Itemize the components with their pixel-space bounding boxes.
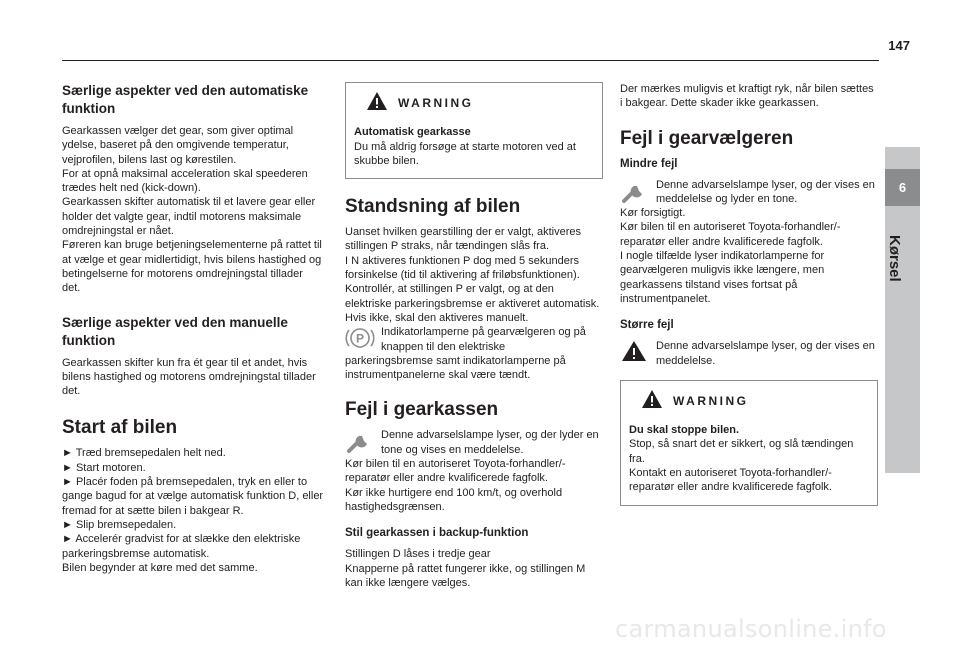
- paragraph: Kør forsigtigt. Kør bilen til en autoriseret Toyota-forhandler/-reparatør eller andre kvalificerede fagfolk. I nogle tilfælde lyser indikatorlamperne for gearvælgeren muligvis ikke længere, men gearkassens tilstand vises fortsat på instrumentpanelet.: [620, 207, 841, 305]
- warning-title: Automatisk gearkasse: [354, 126, 471, 139]
- parking-brake-icon: [345, 325, 377, 353]
- sub-heading: Større fejl: [620, 319, 674, 332]
- icon-text: Indikatorlamperne på gearvælgeren og på knappen til den elektriske: [381, 326, 586, 353]
- column-middle: [345, 82, 603, 590]
- chapter-label: Kørsel: [886, 235, 903, 282]
- warning-title: Du skal stoppe bilen.: [629, 424, 740, 437]
- paragraph: Bilen begynder at køre med det samme.: [62, 561, 258, 574]
- warning-label: WARNING: [673, 393, 749, 408]
- warning-label: WARNING: [398, 96, 474, 110]
- chapter-heading: Standsning af bilen: [345, 196, 521, 218]
- warning-box: [620, 380, 878, 506]
- column-left: [62, 82, 324, 575]
- icon-text: Denne advarselslampe lyser, og der vises en meddelelse og lyder en tone.: [656, 178, 875, 205]
- warning-triangle-icon: [620, 339, 652, 367]
- wrench-icon: [620, 178, 652, 206]
- warning-triangle-icon: [641, 389, 663, 413]
- list-item: ► Start motoren.: [62, 461, 146, 474]
- list-item: ► Slip bremsepedalen.: [62, 518, 177, 531]
- icon-paragraph: [345, 428, 603, 457]
- chapter-tab[interactable]: [885, 147, 920, 473]
- page-number: 147: [888, 38, 910, 53]
- paragraph: Gearkassen skifter kun fra ét gear til et andet, hvis bilens hastighed og motorens omdrejningstal tillader det.: [62, 356, 316, 398]
- icon-paragraph: [345, 325, 603, 354]
- paragraph: Kør bilen til en autoriseret Toyota-forhandler/-reparatør eller andre kvalificerede fagfolk. Kør ikke hurtigere end 100 km/t, og overhold hastighedsgrænsen.: [345, 458, 566, 513]
- list-item: ► Accelerér gradvist for at slække den elektriske parkeringsbremse automatisk.: [62, 533, 301, 560]
- section-heading: Særlige aspekter ved den manuelle funktion: [62, 314, 288, 348]
- svg-text:P: P: [355, 331, 365, 346]
- paragraph: Gearkassen vælger det gear, som giver optimal ydelse, baseret på den omgivende temperatur, vejprofilen, bilens last og kørestilen. For at opnå maksimal acceleration skal speederen trædes helt ned (kick-down). Gearkassen skifter automatisk til et lavere gear eller holder det valgte gear, indtil motorens maksimale omdrejningstal er nået. Føreren kan bruge betjeningselementerne på rattet til at vælge et gear midlertidigt, hvis bilens hastighed og betingelserne for motorens omdrejningstal tillader det.: [62, 125, 322, 295]
- warning-box: [345, 82, 603, 179]
- paragraph: Stillingen D låses i tredje gear Knapperne på rattet fungerer ikke, og stillingen M kan ikke længere vælges.: [345, 548, 586, 589]
- list-item: ► Træd bremsepedalen helt ned.: [62, 447, 226, 460]
- watermark: carmanualsonline.info: [615, 615, 887, 643]
- header-rule: [62, 60, 879, 61]
- icon-paragraph: [620, 339, 878, 368]
- section-heading: Særlige aspekter ved den automatiske funktion: [62, 83, 309, 116]
- icon-text: Denne advarselslampe lyser, og der vises en meddelelse.: [656, 340, 875, 367]
- list-item: ► Placér foden på bremsepedalen, tryk en eller to gange bagud for at vælge automatisk funktion D, eller fremad for at sætte bilen i bakgear R.: [62, 476, 324, 517]
- column-right: [620, 82, 878, 506]
- paragraph: parkeringsbremse samt indikatorlamperne på instrumentpanelerne skal være tændt.: [345, 354, 566, 382]
- warning-text: Stop, så snart det er sikkert, og slå tændingen fra. Kontakt en autoriseret Toyota-forhandler/-reparatør eller andre kvalificerede fagfolk.: [629, 438, 854, 494]
- icon-text: Denne advarselslampe lyser, og der lyder en tone og vises en meddelelse.: [381, 429, 599, 456]
- chapter-heading: Start af bilen: [62, 417, 178, 439]
- chapter-number: 6: [885, 169, 920, 206]
- warning-triangle-icon: [366, 91, 388, 115]
- chapter-heading: Fejl i gearvælgeren: [620, 127, 794, 149]
- sub-heading: Stil gearkassen i backup-funktion: [345, 527, 529, 540]
- paragraph: Uanset hvilken gearstilling der er valgt, aktiveres stillingen P straks, når tændingen slås fra. I N aktiveres funktionen P dog med 5 sekunders forsinkelse (tid til aktivering af friløbsfunktionen). Kontrollér, at stillingen P er valgt, og at den elektriske parkeringsbremse er aktiveret automatisk. Hvis ikke, skal den aktiveres manuelt.: [345, 226, 600, 324]
- warning-text: Du må aldrig forsøge at starte motoren ved at skubbe bilen.: [354, 140, 576, 167]
- paragraph: Der mærkes muligvis et kraftigt ryk, når bilen sættes i bakgear. Dette skader ikke gearkassen.: [620, 83, 874, 110]
- sub-heading: Mindre fejl: [620, 157, 678, 170]
- step-list: [62, 446, 324, 560]
- wrench-icon: [345, 428, 377, 456]
- chapter-heading: Fejl i gearkassen: [345, 399, 499, 421]
- icon-paragraph: [620, 178, 878, 207]
